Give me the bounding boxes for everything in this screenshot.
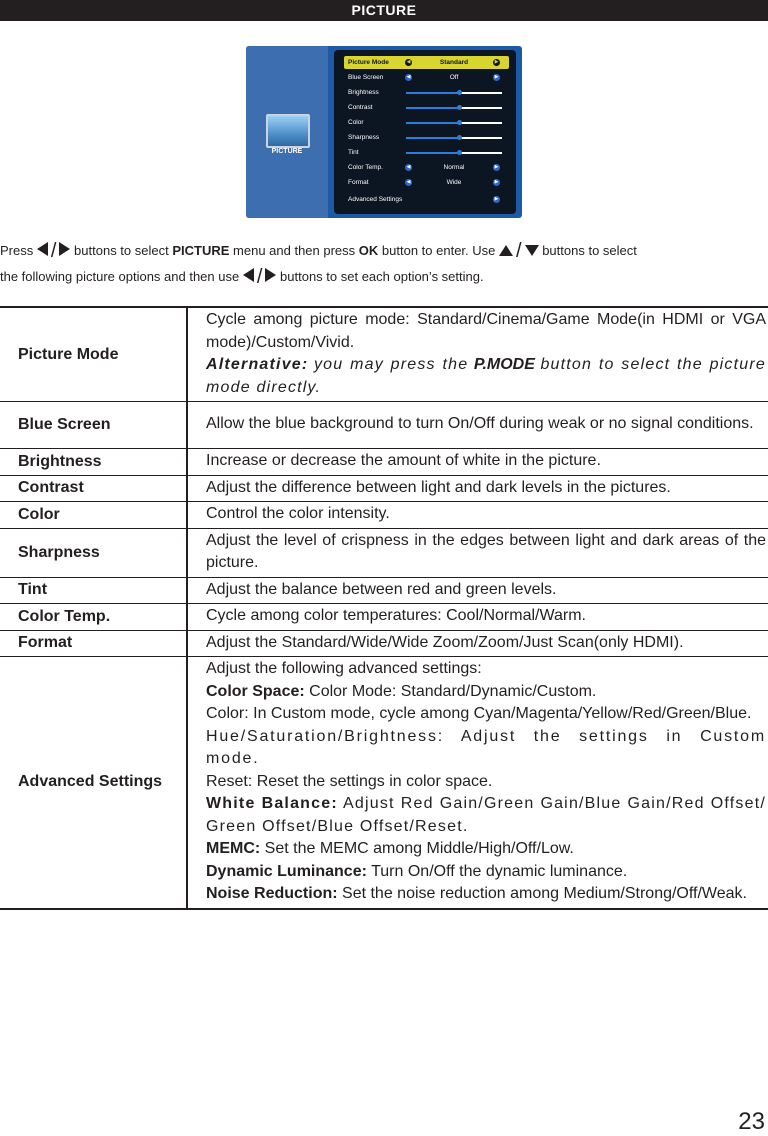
- intro-text: buttons to select: [542, 243, 637, 258]
- table-row: [0, 475, 768, 502]
- chevron-right-icon: ▶: [494, 196, 499, 202]
- page-number: 23: [738, 1108, 765, 1135]
- alt-text: button to select the picture mode directly.: [206, 356, 766, 396]
- left-arrow-icon: [37, 242, 48, 256]
- adv-label: Color Space:: [206, 682, 305, 700]
- tv-row-contrast: [344, 101, 509, 114]
- tv-menu-list: [334, 50, 516, 214]
- option-name: Blue Screen: [0, 402, 187, 449]
- tv-row-color: [344, 116, 509, 129]
- option-name: Picture Mode: [0, 307, 187, 402]
- tv-row-label: Color: [348, 119, 364, 126]
- adv-color-line: Color: In Custom mode, cycle among Cyan/Magenta/Yellow/Red/Green/Blue.: [206, 705, 752, 722]
- intro-menu-name: PICTURE: [172, 243, 230, 258]
- option-description: Adjust the difference between light and dark levels in the pictures.: [187, 475, 768, 502]
- adv-text: Color Mode: Standard/Dynamic/Custom.: [309, 682, 597, 700]
- chevron-left-icon: ◀: [406, 59, 411, 65]
- tv-row-value: Off: [449, 74, 459, 81]
- chevron-right-icon: ▶: [494, 59, 499, 65]
- adv-text: Set the noise reduction among Medium/Strong/Off/Weak.: [342, 885, 747, 902]
- adv-dynamic-luminance: [206, 861, 766, 884]
- picture-icon: [266, 114, 310, 148]
- chevron-left-icon: ◀: [406, 74, 411, 80]
- slash-glyph: /: [256, 266, 263, 288]
- option-description: [187, 657, 768, 909]
- adv-color-space: [206, 681, 766, 704]
- tv-side-label: PICTURE: [271, 148, 303, 155]
- tv-row-picture-mode: [344, 56, 509, 69]
- chevron-left-icon: ◀: [406, 164, 411, 170]
- tv-row-advanced: [344, 193, 509, 206]
- adv-label: White Balance:: [206, 795, 338, 812]
- tv-menu-screenshot: [246, 46, 522, 218]
- tv-slider: [406, 137, 502, 139]
- tv-slider: [406, 92, 502, 94]
- alt-key: P.MODE: [473, 356, 535, 373]
- section-header: PICTURE: [0, 0, 768, 21]
- option-description: Adjust the balance between red and green levels.: [187, 577, 768, 604]
- option-name: Sharpness: [0, 528, 187, 577]
- intro-ok-key: OK: [358, 243, 379, 258]
- tv-row-blue-screen: [344, 71, 509, 84]
- tv-slider: [406, 152, 502, 154]
- tv-row-format: [344, 176, 509, 189]
- table-row: [0, 449, 768, 476]
- options-table: [0, 306, 768, 910]
- adv-white-balance: [206, 793, 766, 838]
- adv-text: Set the MEMC among Middle/High/Off/Low.: [264, 840, 574, 857]
- alt-label: Alternative:: [206, 356, 309, 373]
- slash-glyph: /: [50, 240, 57, 262]
- tv-row-label: Color Temp.: [348, 164, 383, 171]
- table-row: [0, 402, 768, 449]
- adv-text: Adjust Red Gain/Green Gain/Blue Gain/Red Offset/ Green Offset/Blue Offset/Reset.: [206, 795, 766, 835]
- adv-label: MEMC:: [206, 840, 261, 857]
- intro-text: Press: [0, 243, 34, 258]
- option-name: Color Temp.: [0, 604, 187, 631]
- up-arrow-icon: [499, 245, 513, 256]
- table-row: [0, 630, 768, 657]
- chevron-right-icon: ▶: [494, 74, 499, 80]
- tv-side-panel: [246, 46, 328, 218]
- tv-row-label: Format: [348, 179, 369, 186]
- tv-row-label: Brightness: [348, 89, 379, 96]
- option-name: Color: [0, 502, 187, 529]
- left-arrow-icon: [243, 268, 254, 282]
- option-alt-note: [206, 354, 766, 399]
- intro-text: buttons to select: [74, 243, 169, 258]
- right-arrow-icon: [59, 242, 70, 256]
- tv-row-color-temp: [344, 161, 509, 174]
- tv-slider: [406, 107, 502, 109]
- intro-text: the following picture options and then use: [0, 269, 240, 284]
- option-name: Contrast: [0, 475, 187, 502]
- option-name: Brightness: [0, 449, 187, 476]
- tv-row-tint: [344, 146, 509, 159]
- chevron-right-icon: ▶: [494, 179, 499, 185]
- chevron-right-icon: ▶: [494, 164, 499, 170]
- table-row: [0, 604, 768, 631]
- instructions: [0, 237, 768, 289]
- tv-row-label: Contrast: [348, 104, 373, 111]
- option-description: Increase or decrease the amount of white in the picture.: [187, 449, 768, 476]
- option-description: Adjust the Standard/Wide/Wide Zoom/Zoom/Just Scan(only HDMI).: [187, 630, 768, 657]
- tv-row-label: Picture Mode: [348, 59, 389, 66]
- table-row: [0, 577, 768, 604]
- slash-glyph: /: [516, 240, 522, 262]
- adv-memc: [206, 838, 766, 861]
- option-description: Cycle among color temperatures: Cool/Normal/Warm.: [187, 604, 768, 631]
- tv-row-label: Tint: [348, 149, 359, 156]
- option-description: Control the color intensity.: [187, 502, 768, 529]
- adv-intro: Adjust the following advanced settings:: [206, 660, 482, 677]
- tv-slider: [406, 122, 502, 124]
- option-description: Allow the blue background to turn On/Off during weak or no signal conditions.: [187, 402, 768, 449]
- tv-row-value: Standard: [439, 59, 469, 66]
- option-description: [187, 307, 768, 402]
- chevron-left-icon: ◀: [406, 179, 411, 185]
- tv-row-label: Blue Screen: [348, 74, 384, 81]
- intro-text: button to enter. Use: [381, 243, 496, 258]
- tv-row-sharpness: [344, 131, 509, 144]
- intro-text: buttons to set each option’s setting.: [280, 269, 484, 284]
- down-arrow-icon: [525, 245, 539, 256]
- intro-text: menu and then press: [233, 243, 356, 258]
- adv-reset-line: Reset: Reset the settings in color space.: [206, 772, 493, 790]
- table-row: [0, 657, 768, 909]
- adv-hsb-line: Hue/Saturation/Brightness: Adjust the settings in Custom mode.: [206, 727, 766, 767]
- adv-text: Turn On/Off the dynamic luminance.: [371, 862, 628, 880]
- tv-row-brightness: [344, 86, 509, 99]
- instructions-line-1: [0, 237, 768, 263]
- option-description: Adjust the level of crispness in the edges between light and dark areas of the picture.: [187, 528, 768, 577]
- tv-row-value: Normal: [443, 164, 465, 171]
- tv-row-label: Advanced Settings: [348, 196, 403, 203]
- adv-noise-reduction: [206, 883, 766, 906]
- option-name: Tint: [0, 577, 187, 604]
- option-name: Advanced Settings: [0, 657, 187, 909]
- table-row: [0, 502, 768, 529]
- table-row: [0, 307, 768, 402]
- table-row: [0, 528, 768, 577]
- adv-label: Dynamic Luminance:: [206, 862, 367, 880]
- option-name: Format: [0, 630, 187, 657]
- tv-row-value: Wide: [446, 179, 462, 186]
- option-desc-text: Cycle among picture mode: Standard/Cinema/Game Mode(in HDMI or VGA mode)/Custom/Vivid.: [206, 311, 766, 351]
- right-arrow-icon: [265, 268, 276, 282]
- adv-label: Noise Reduction:: [206, 885, 338, 902]
- instructions-line-2: [0, 263, 768, 289]
- alt-text: you may press the: [313, 356, 469, 373]
- tv-row-label: Sharpness: [348, 134, 380, 141]
